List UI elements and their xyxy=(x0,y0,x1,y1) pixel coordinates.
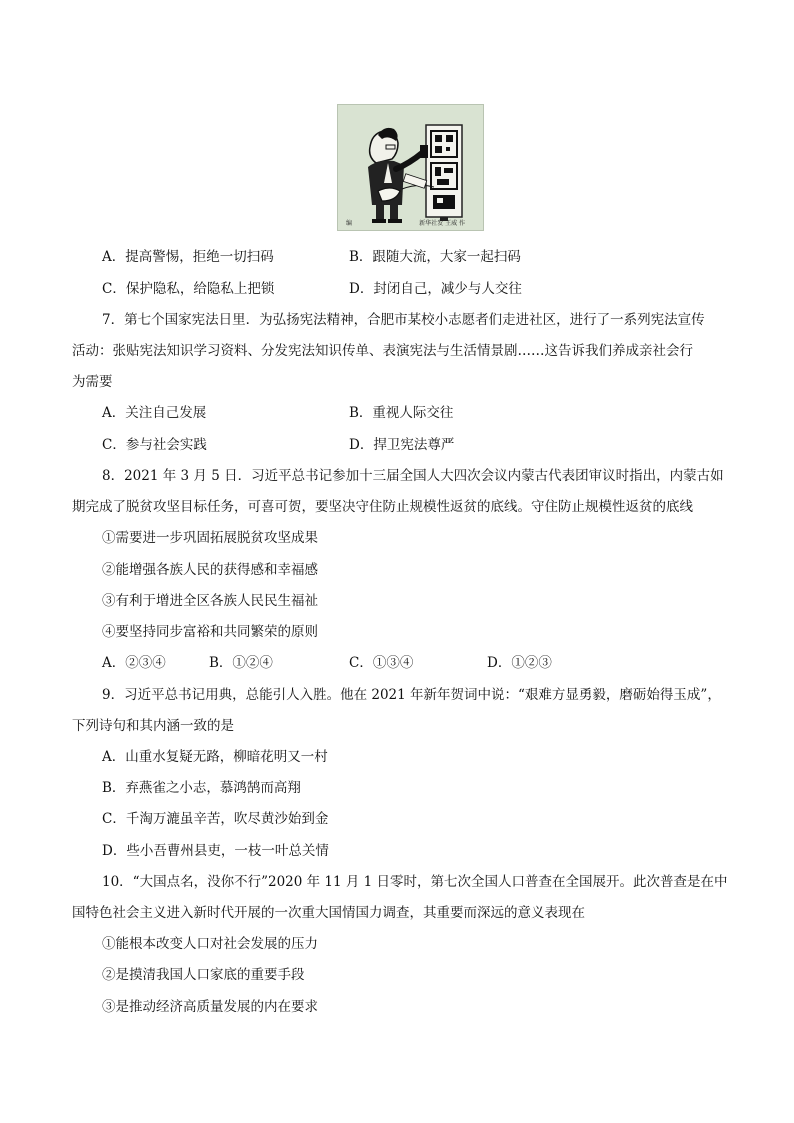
q7-stem-line-2: 活动：张贴宪法知识学习资料、分发宪法知识传单、表演宪法与生活情景剧……这告诉我们养成亲社会行 xyxy=(72,343,693,359)
q6-option-d: D．封闭自己，减少与人交往 xyxy=(349,281,522,297)
q8-stem-line-2: 期完成了脱贫攻坚目标任务，可喜可贺，要坚决守住防止规模性返贫的底线。守住防止规模性返贫的底线 xyxy=(72,499,693,515)
q8-option-b: B．①②④ xyxy=(209,655,273,671)
q7-stem-line-3: 为需要 xyxy=(72,374,113,390)
q7-option-b: B．重视人际交往 xyxy=(349,405,454,421)
cartoon-drawing xyxy=(338,105,484,231)
q10-item-1: ①能根本改变人口对社会发展的压力 xyxy=(102,936,318,952)
cartoon-credit: 新华社发 王威 作 xyxy=(419,220,465,227)
q10-stem-line-1: 10．“大国点名，没你不行”2020 年 11 月 1 日零时，第七次全国人口普查在全国展开。此次普查是在中 xyxy=(102,874,728,890)
q7-option-d: D．捍卫宪法尊严 xyxy=(349,437,455,453)
q8-stem-line-1: 8．2021 年 3 月 5 日．习近平总书记参加十三届全国人大四次会议内蒙古代表团审议时指出，内蒙古如 xyxy=(102,468,724,484)
q9-stem-line-2: 下列诗句和其内涵一致的是 xyxy=(72,718,234,734)
q8-item-2: ②能增强各族人民的获得感和幸福感 xyxy=(102,562,318,578)
q10-item-3: ③是推动经济高质量发展的内在要求 xyxy=(102,999,318,1015)
q10-item-2: ②是摸清我国人口家底的重要手段 xyxy=(102,967,305,983)
q7-stem-line-1: 7．第七个国家宪法日里．为弘扬宪法精神，合肥市某校小志愿者们走进社区，进行了一系列宪法宣传 xyxy=(102,312,705,328)
q9-option-d: D．些小吾曹州县吏，一枝一叶总关情 xyxy=(102,843,329,859)
q10-stem-line-2: 国特色社会主义进入新时代开展的一次重大国情国力调查，其重要而深远的意义表现在 xyxy=(72,905,585,921)
q9-option-b: B．弃燕雀之小志，慕鸿鹄而高翔 xyxy=(102,780,301,796)
q9-option-c: C．千淘万漉虽辛苦，吹尽黄沙始到金 xyxy=(102,811,329,827)
qr-code-cartoon-image xyxy=(337,104,484,231)
cartoon-editor-mark: 编 xyxy=(346,220,353,227)
q6-option-b: B．跟随大流，大家一起扫码 xyxy=(349,249,521,265)
q7-option-a: A．关注自己发展 xyxy=(102,405,207,421)
q8-item-3: ③有利于增进全区各族人民民生福祉 xyxy=(102,593,318,609)
q8-option-a: A．②③④ xyxy=(102,655,166,671)
q8-option-c: C．①③④ xyxy=(349,655,414,671)
q6-option-c: C．保护隐私，给隐私上把锁 xyxy=(102,281,275,297)
q6-option-a: A．提高警惕，拒绝一切扫码 xyxy=(102,249,274,265)
q9-option-a: A．山重水复疑无路，柳暗花明又一村 xyxy=(102,749,328,765)
q8-option-d: D．①②③ xyxy=(487,655,552,671)
q8-item-1: ①需要进一步巩固拓展脱贫攻坚成果 xyxy=(102,530,318,546)
q7-option-c: C．参与社会实践 xyxy=(102,437,207,453)
q9-stem-line-1: 9．习近平总书记用典，总能引人入胜。他在 2021 年新年贺词中说：“艰难方显勇毅，磨砺始得玉成”， xyxy=(102,687,721,703)
q8-item-4: ④要坚持同步富裕和共同繁荣的原则 xyxy=(102,624,318,640)
